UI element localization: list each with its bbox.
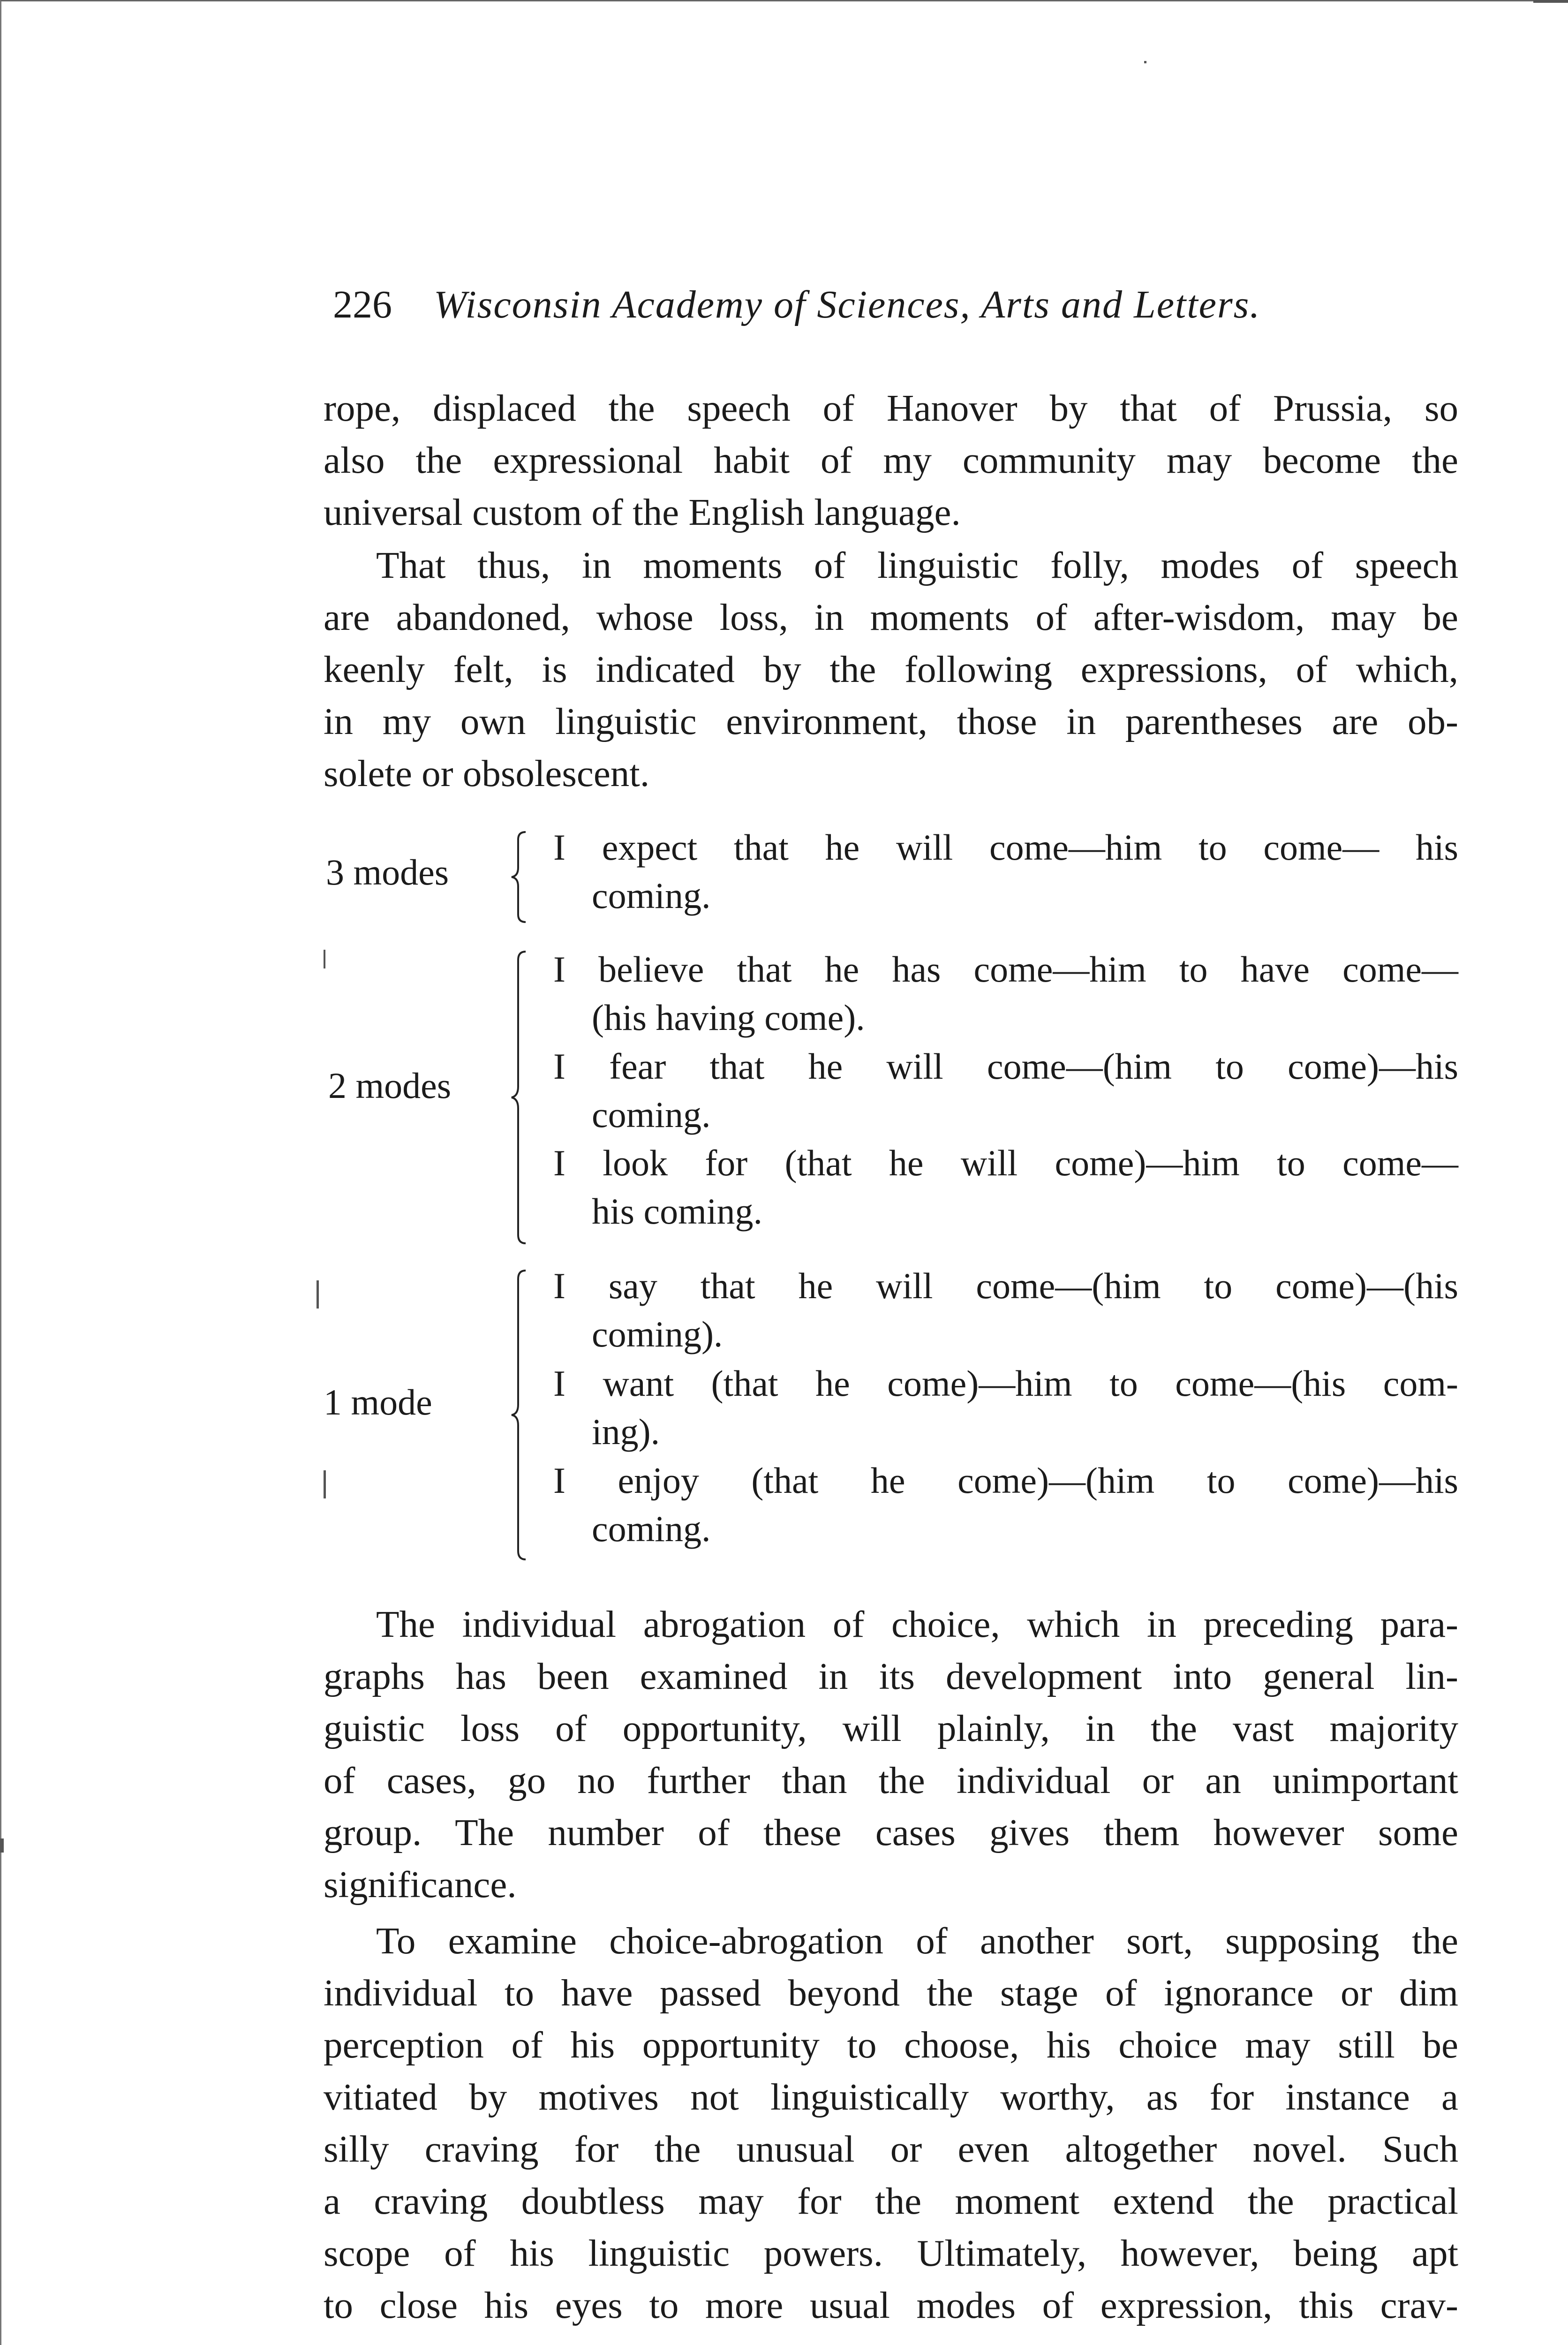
brace-3-modes <box>509 830 528 924</box>
text-line: keenly felt, is indicated by the following expressions, of which, <box>324 648 1458 690</box>
text-line: individual to have passed beyond the stage of ignorance or dim <box>324 1972 1458 2014</box>
text-line: The individual abrogation of choice, which in preceding para- <box>376 1603 1458 1645</box>
text-line: are abandoned, whose loss, in moments of after-wisdom, may be <box>324 596 1458 638</box>
mode-label-3-modes: 3 modes <box>326 852 449 893</box>
example-enjoy <box>553 1456 1458 1553</box>
paragraph-linguistic-folly <box>324 539 1458 800</box>
paragraph-individual-abrogation <box>324 1598 1458 1911</box>
text-line: group. The number of these cases gives them however some <box>324 1811 1458 1853</box>
text-line: universal custom of the English language. <box>324 491 961 533</box>
example-line: I say that he will come—(him to come)—(his <box>553 1265 1458 1306</box>
example-line: I look for (that he will come)—him to come— <box>553 1142 1458 1183</box>
text-line: To examine choice-abrogation of another sort, supposing the <box>376 1920 1458 1962</box>
example-line: I believe that he has come—him to have come— <box>553 949 1458 990</box>
text-line: to close his eyes to more usual modes of expression, this crav- <box>324 2284 1458 2326</box>
scan-artifact <box>1144 61 1146 63</box>
example-look-for <box>553 1139 1458 1235</box>
text-line: a craving doubtless may for the moment extend the practical <box>324 2180 1458 2222</box>
text-line: vitiated by motives not linguistically worthy, as for instance a <box>324 2076 1458 2118</box>
brace-1-mode <box>509 1269 528 1562</box>
example-line: I fear that he will come—(him to come)—his <box>553 1046 1458 1087</box>
scan-artifact <box>0 1838 4 1853</box>
example-line: ing). <box>592 1411 660 1452</box>
example-line: (his having come). <box>592 997 865 1038</box>
text-line: silly craving for the unusual or even altogether novel. Such <box>324 2128 1458 2170</box>
scan-artifact <box>317 1280 319 1309</box>
example-line: I expect that he will come—him to come— his <box>553 827 1458 868</box>
text-line: in my own linguistic environment, those in parentheses are ob- <box>324 700 1458 742</box>
example-line: coming. <box>592 1094 711 1135</box>
running-title: Wisconsin Academy of Sciences, Arts and Letters. <box>434 283 1261 326</box>
scan-artifact <box>324 950 325 968</box>
example-line: coming. <box>592 875 711 916</box>
example-line: coming). <box>592 1314 723 1354</box>
example-expect <box>553 823 1458 920</box>
page-number: 226 <box>333 283 392 326</box>
text-line: also the expressional habit of my community may become the <box>324 439 1458 481</box>
text-line: perception of his opportunity to choose, his choice may still be <box>324 2024 1458 2066</box>
paragraph-choice-abrogation <box>324 1915 1458 2331</box>
scan-artifact <box>1533 0 1568 3</box>
mode-label-2-modes: 2 modes <box>328 1065 452 1106</box>
example-line: I enjoy (that he come)—(him to come)—his <box>553 1460 1458 1501</box>
text-line: scope of his linguistic powers. Ultimately, however, being apt <box>324 2232 1458 2274</box>
example-believe <box>553 945 1458 1042</box>
text-line: of cases, go no further than the individual or an unimportant <box>324 1759 1458 1801</box>
brace-2-modes <box>509 950 528 1245</box>
mode-label-1-mode: 1 mode <box>324 1382 432 1422</box>
scan-artifact <box>324 1470 326 1498</box>
paragraph-continuation <box>324 382 1458 538</box>
text-line: significance. <box>324 1863 517 1906</box>
example-want <box>553 1359 1458 1456</box>
example-line: his coming. <box>592 1191 762 1232</box>
text-line: graphs has been examined in its development into general lin- <box>324 1655 1458 1697</box>
text-line: rope, displaced the speech of Hanover by that of Prussia, so <box>324 387 1458 429</box>
example-line: I want (that he come)—him to come—(his com- <box>553 1363 1458 1404</box>
text-line: solete or obsolescent. <box>324 752 650 794</box>
page-header <box>333 277 1355 333</box>
text-line: That thus, in moments of linguistic folly, modes of speech <box>376 544 1458 586</box>
example-fear <box>553 1042 1458 1139</box>
text-line: guistic loss of opportunity, will plainly, in the vast majority <box>324 1707 1458 1749</box>
example-say <box>553 1262 1458 1358</box>
example-line: coming. <box>592 1508 711 1549</box>
